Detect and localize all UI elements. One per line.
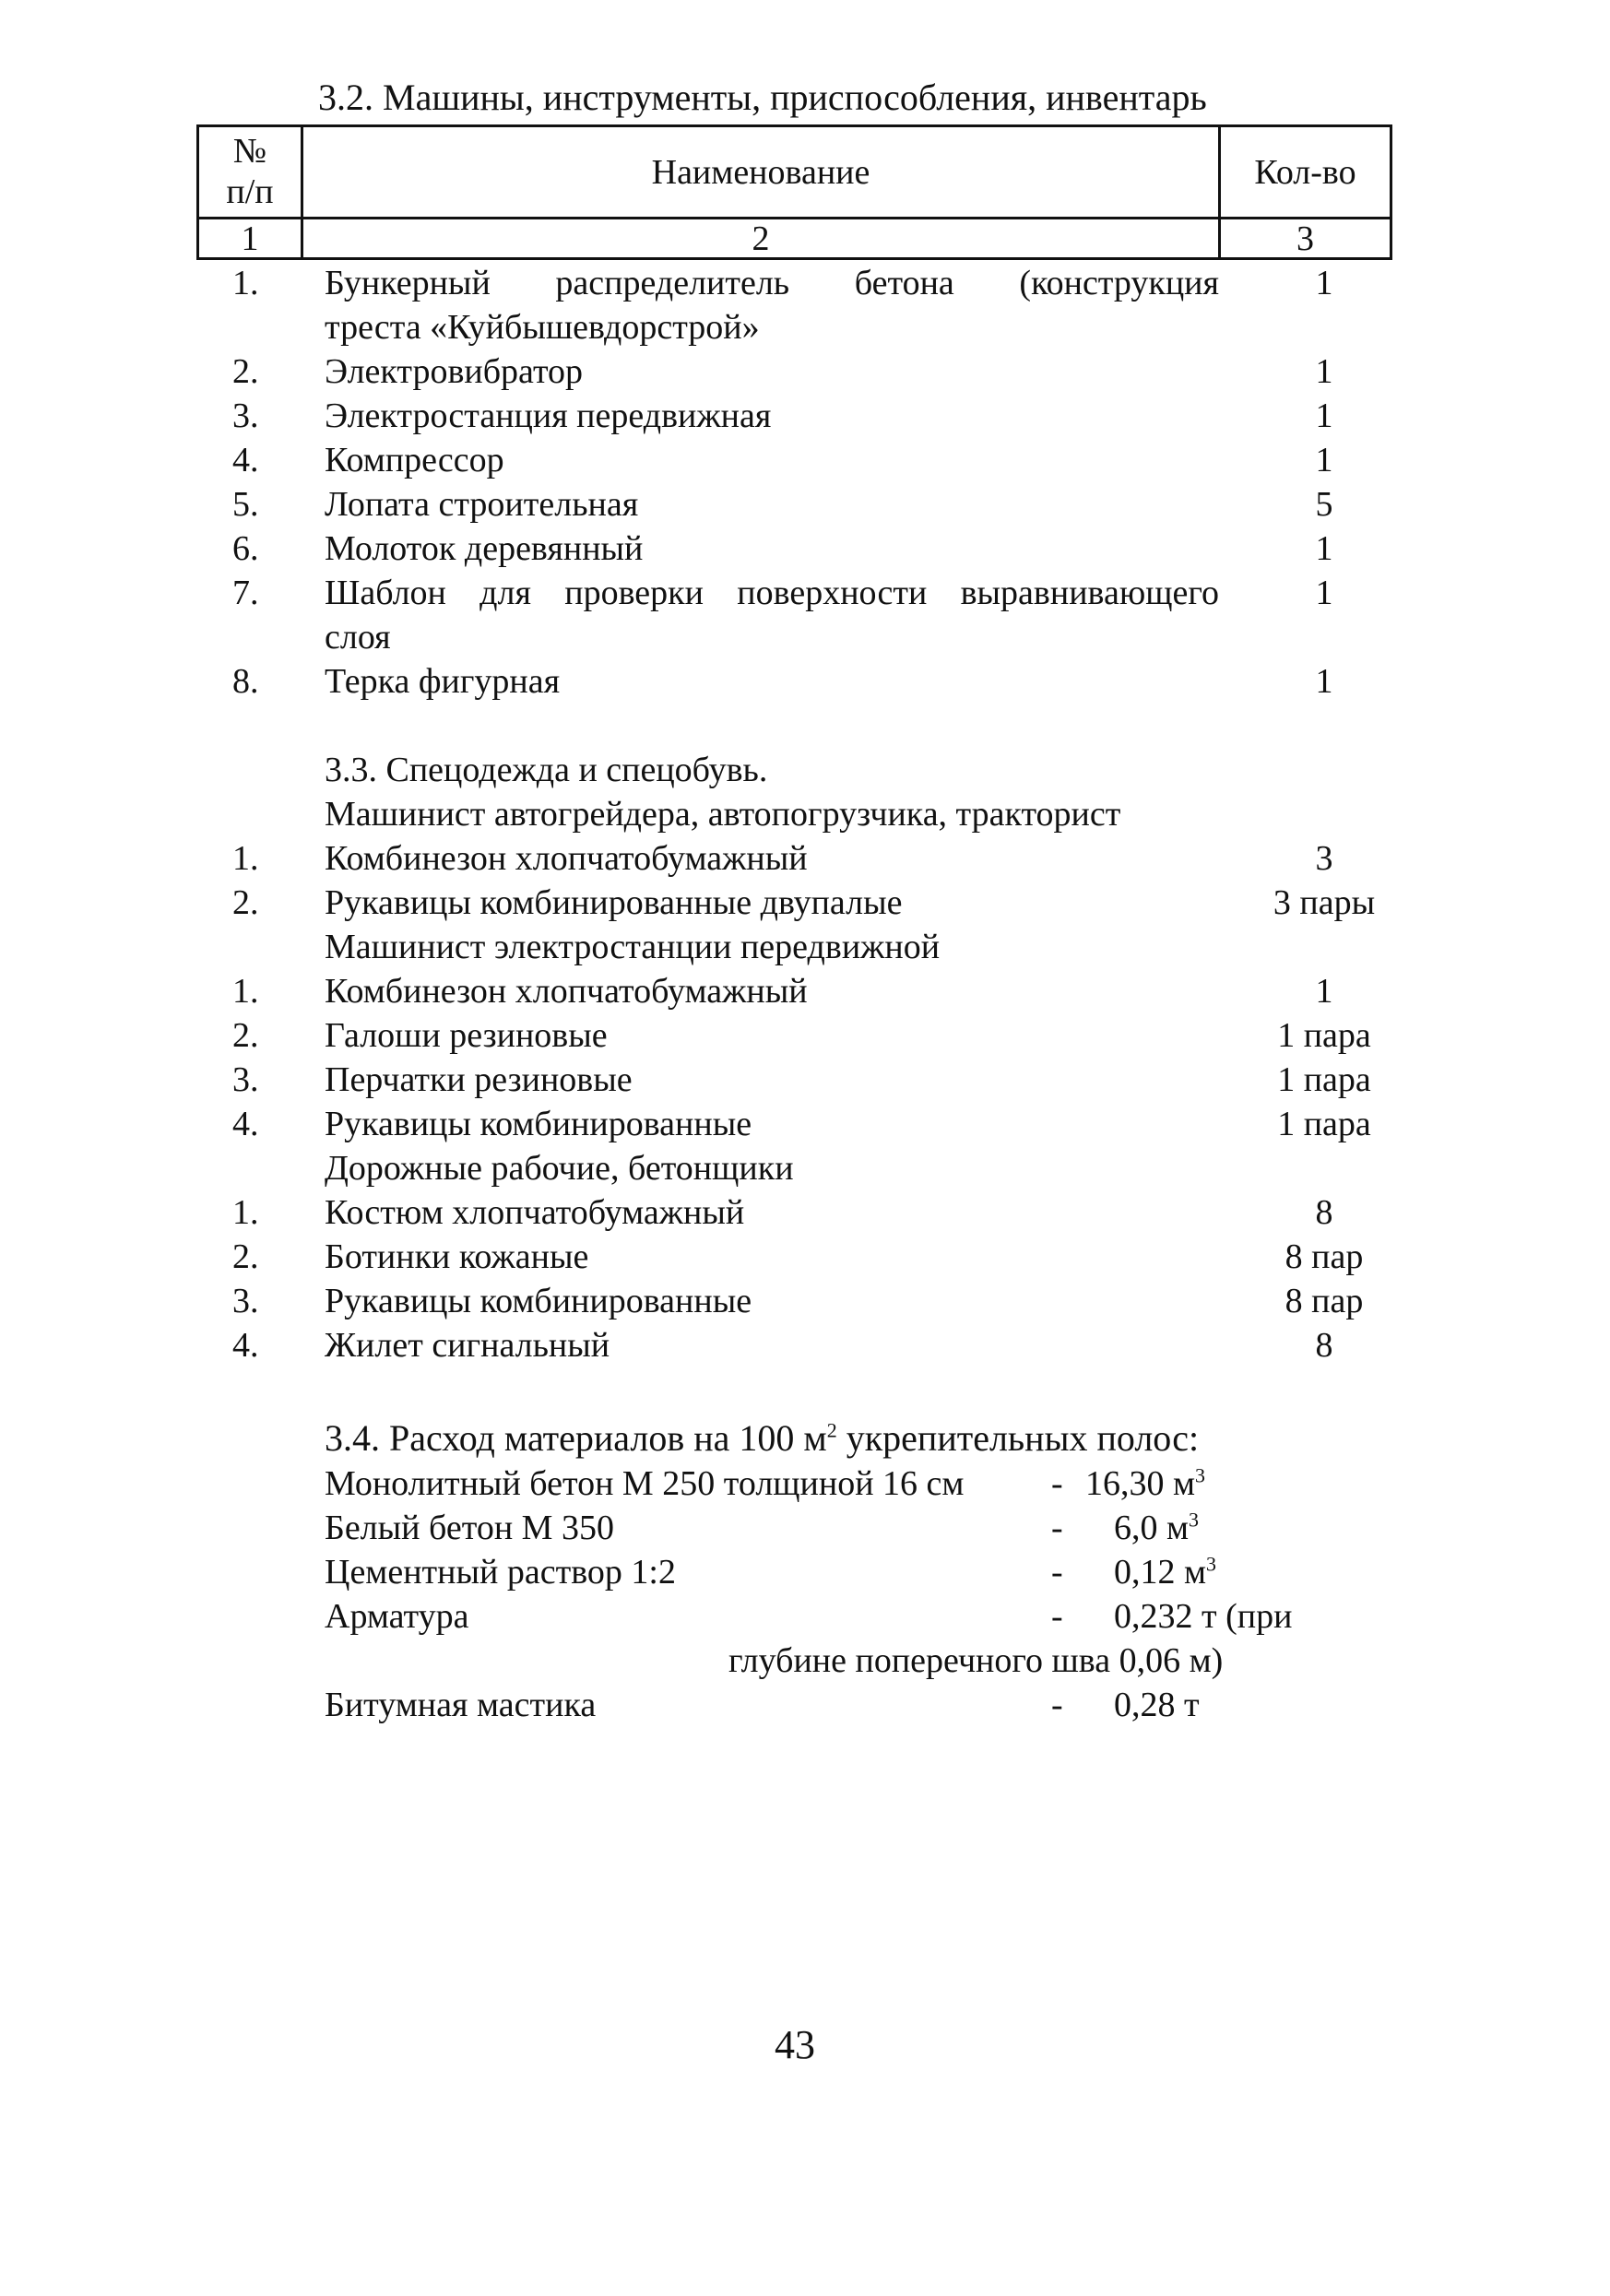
header-name-cell: Наименование [651,152,870,192]
item-name: Костюм хлопчатобумажный [325,1193,745,1232]
item-number: 1. [232,1193,259,1232]
item-number: 7. [232,574,259,612]
item-qty: 1 [1315,396,1333,435]
item-qty: 1 пара [1277,1060,1371,1099]
item-qty: 1 [1315,529,1333,568]
item-name-line1: Бункерный распределитель бетона (конструкция [325,264,1219,302]
item-qty: 8 [1315,1193,1333,1232]
item-name: Рукавицы комбинированные [325,1105,752,1143]
item-name: Электровибратор [325,352,584,391]
material-amount: 0,232 т (при [1114,1597,1293,1636]
material-continuation: глубине поперечного шва 0,06 м) [728,1641,1224,1680]
item-name: Электростанция передвижная [325,396,772,435]
material-name: Монолитный бетон М 250 толщиной 16 см [325,1464,965,1503]
material-name: Битумная мастика [325,1686,597,1724]
item-qty: 3 пары [1273,883,1376,922]
header-num-line1: № [232,131,267,171]
item-name: Рукавицы комбинированные [325,1282,752,1320]
item-number: 2. [232,883,259,922]
item-qty: 1 пара [1277,1105,1371,1143]
item-name: Комбинезон хлопчатобумажный [325,839,808,878]
material-name: Арматура [325,1597,469,1636]
item-number: 2. [232,1016,259,1055]
item-name: Молоток деревянный [325,529,644,568]
group-title: Дорожные рабочие, бетонщики [325,1149,794,1188]
col-number-1: 1 [241,219,259,258]
item-number: 4. [232,1105,259,1143]
item-name-line1: Шаблон для проверки поверхности выравнивающего [325,574,1219,612]
material-amount: 16,30 $м^3$ [1085,1463,1206,1503]
col-number-2: 2 [752,219,770,258]
item-number: 8. [232,662,259,701]
item-number: 6. [232,529,259,568]
item-number: 4. [232,1326,259,1365]
item-qty: 1 [1315,662,1333,701]
material-dash: - [1051,1464,1063,1503]
material-name: Цементный раствор 1:2 [325,1553,676,1592]
item-qty: 3 [1315,839,1333,878]
item-name: Компрессор [325,441,504,479]
section-32-title: 3.2. Машины, инструменты, приспособления, инвентарь [318,77,1207,118]
item-qty: 1 [1315,352,1333,391]
material-amount: 0,28 т [1114,1686,1200,1724]
material-amount: 6,0 $м^3$ [1114,1508,1200,1547]
item-number: 3. [232,396,259,435]
material-dash: - [1051,1597,1063,1636]
material-name: Белый бетон М 350 [325,1509,614,1547]
material-dash: - [1051,1509,1063,1547]
item-qty: 5 [1315,485,1333,524]
item-number: 2. [232,352,259,391]
item-name: Рукавицы комбинированные двупалые [325,883,903,922]
page-number: 43 [775,2022,815,2067]
item-qty: 1 [1315,574,1333,612]
item-name: Галоши резиновые [325,1016,608,1055]
item-number: 5. [232,485,259,524]
item-number: 1. [232,839,259,878]
item-number: 2. [232,1237,259,1276]
item-number: 3. [232,1282,259,1320]
item-qty: 8 [1315,1326,1333,1365]
material-dash: - [1051,1553,1063,1592]
section-34-title: 3.4. Расход материалов на 100 $м^2$ укрепительных полос: [325,1417,1200,1459]
item-number: 1. [232,972,259,1011]
item-name: Перчатки резиновые [325,1060,633,1099]
item-qty: 8 пар [1284,1237,1364,1276]
item-name-line2: треста «Куйбышевдорстрой» [325,308,760,347]
item-name: Лопата строительная [325,485,639,524]
header-num-line2: п/п [226,172,274,211]
item-name: Ботинки кожаные [325,1237,589,1276]
material-amount: 0,12 $м^3$ [1114,1552,1217,1592]
group-title: Машинист автогрейдера, автопогрузчика, тракторист [325,795,1121,834]
item-qty: 1 пара [1277,1016,1371,1055]
item-qty: 1 [1315,972,1333,1011]
item-name-line2: слоя [325,618,391,657]
item-name: Комбинезон хлопчатобумажный [325,972,808,1011]
item-qty: 1 [1315,264,1333,302]
section-33-title: 3.3. Спецодежда и спецобувь. [325,751,768,789]
item-qty: 8 пар [1284,1282,1364,1320]
item-number: 3. [232,1060,259,1099]
col-number-3: 3 [1296,219,1314,258]
item-number: 1. [232,264,259,302]
group-title: Машинист электростанции передвижной [325,928,941,966]
item-number: 4. [232,441,259,479]
table-header [196,124,1392,260]
item-name: Терка фигурная [325,662,561,701]
header-num-cell [199,127,301,217]
item-name: Жилет сигнальный [325,1326,610,1365]
header-qty-cell: Кол-во [1254,152,1356,192]
material-dash: - [1051,1686,1063,1724]
item-qty: 1 [1315,441,1333,479]
